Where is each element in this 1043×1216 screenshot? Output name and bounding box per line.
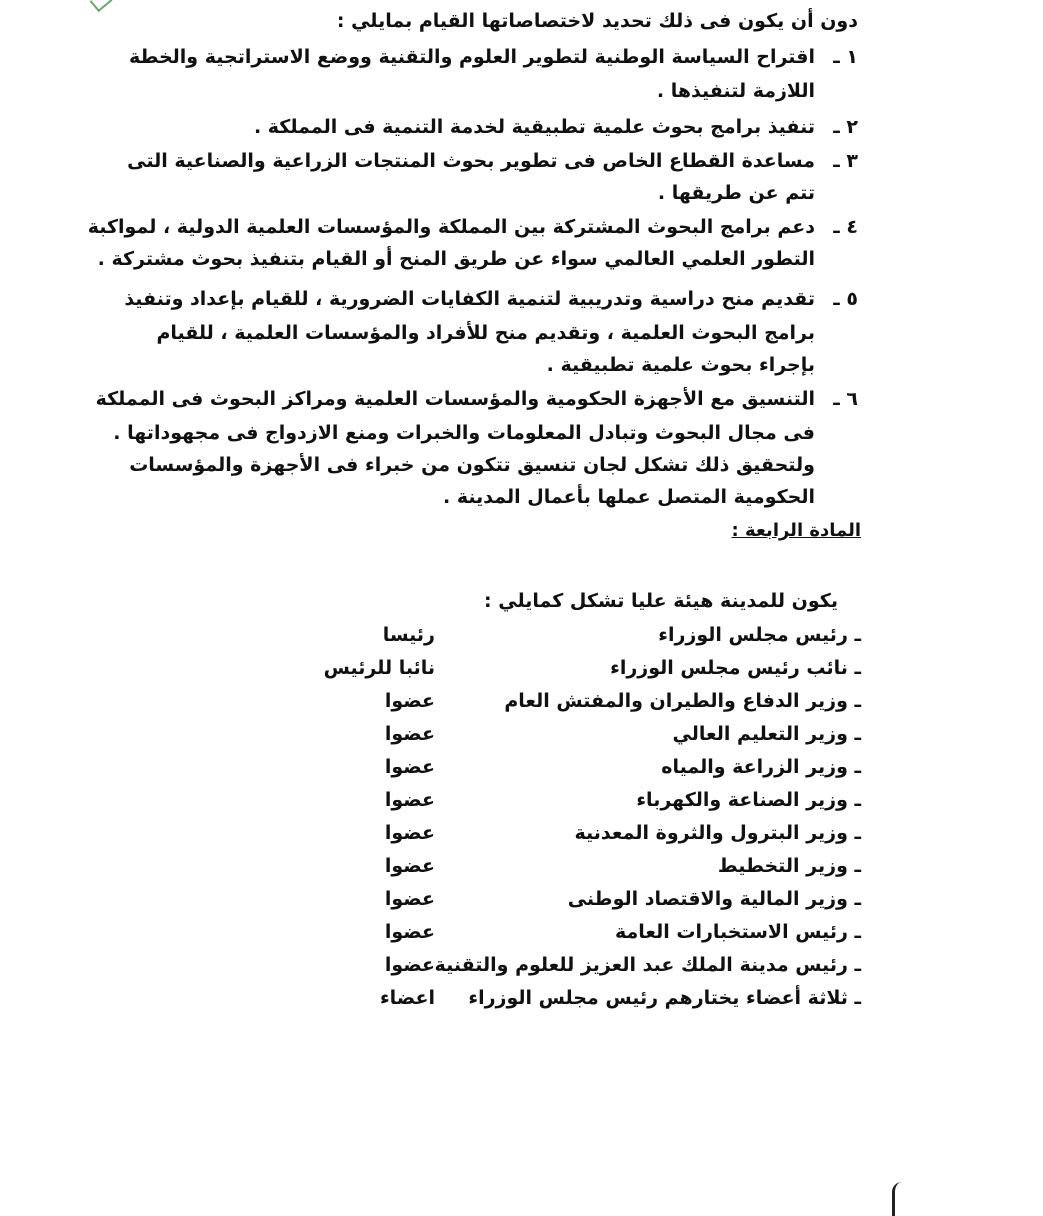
item-line: برامج البحوث العلمية ، وتقديم منح للأفراد والمؤسسات العلمية ، للقيام xyxy=(156,322,815,344)
board-member: ـ وزير المالية والاقتصاد الوطنى xyxy=(567,888,861,910)
board-member: ـ وزير التخطيط xyxy=(717,855,861,877)
item-line: تقديم منح دراسية وتدريبية لتنمية الكفايات الضرورية ، للقيام بإعداد وتنفيذ xyxy=(124,288,815,310)
item-line: اللازمة لتنفيذها . xyxy=(656,80,815,102)
board-member: ـ وزير البترول والثروة المعدنية xyxy=(574,822,861,844)
board-role: اعضاء xyxy=(379,987,435,1009)
board-role: رئيسا xyxy=(382,624,435,646)
board-role: عضوا xyxy=(384,756,435,778)
board-member: ـ وزير الدفاع والطيران والمفتش العام xyxy=(504,690,861,712)
item-line: ولتحقيق ذلك تشكل لجان تنسيق تتكون من خبراء فى الأجهزة والمؤسسات xyxy=(129,454,815,476)
item-line: بإجراء بحوث علمية تطبيقية . xyxy=(546,354,815,376)
item-line: التنسيق مع الأجهزة الحكومية والمؤسسات العلمية ومراكز البحوث فى المملكة xyxy=(95,388,815,410)
board-role: عضوا xyxy=(384,723,435,745)
item-line: مساعدة القطاع الخاص فى تطوير بحوث المنتجات الزراعية والصناعية التى xyxy=(127,150,815,172)
board-member: ـ رئيس مجلس الوزراء xyxy=(658,624,861,646)
board-intro: يكون للمدينة هيئة عليا تشكل كمايلي : xyxy=(484,590,838,612)
board-role: نائبا للرئيس xyxy=(323,657,435,679)
board-role: عضوا xyxy=(384,888,435,910)
board-member: ـ رئيس مدينة الملك عبد العزيز للعلوم والتقنية xyxy=(434,954,861,976)
item-number: ٥ ـ xyxy=(833,288,858,310)
item-number: ٤ ـ xyxy=(833,216,858,238)
item-number: ٣ ـ xyxy=(833,150,858,172)
item-line: الحكومية المتصل عملها بأعمال المدينة . xyxy=(443,486,815,508)
item-number: ٦ ـ xyxy=(833,388,858,410)
board-role: عضوا xyxy=(384,789,435,811)
item-line: دعم برامج البحوث المشتركة بين المملكة والمؤسسات العلمية الدولية ، لمواكبة xyxy=(87,216,815,238)
item-line: تتم عن طريقها . xyxy=(657,182,815,204)
board-member: ـ وزير الصناعة والكهرباء xyxy=(636,789,861,811)
item-line: اقتراح السياسة الوطنية لتطوير العلوم والتقنية ووضع الاستراتجية والخطة xyxy=(128,46,815,68)
corner-tick-mark xyxy=(90,0,113,12)
board-role: عضوا xyxy=(384,921,435,943)
board-role: عضوا xyxy=(384,954,435,976)
item-line: تنفيذ برامج بحوث علمية تطبيقية لخدمة التنمية فى المملكة . xyxy=(253,116,815,138)
article-heading: المادة الرابعة : xyxy=(731,520,861,541)
board-member: ـ ثلاثة أعضاء يختارهم رئيس مجلس الوزراء xyxy=(468,987,861,1009)
board-role: عضوا xyxy=(384,822,435,844)
board-role: عضوا xyxy=(384,690,435,712)
board-role: عضوا xyxy=(384,855,435,877)
page-edge-mark xyxy=(892,1182,905,1216)
board-member: ـ وزير الزراعة والمياه xyxy=(661,756,861,778)
board-member: ـ رئيس الاستخبارات العامة xyxy=(614,921,861,943)
item-number: ٢ ـ xyxy=(833,116,858,138)
intro-text: دون أن يكون فى ذلك تحديد لاختصاصاتها القيام بمايلي : xyxy=(336,10,858,32)
board-member: ـ وزير التعليم العالي xyxy=(672,723,861,745)
board-member: ـ نائب رئيس مجلس الوزراء xyxy=(610,657,861,679)
item-number: ١ ـ xyxy=(833,46,858,68)
item-line: التطور العلمي العالمي سواء عن طريق المنح أو القيام بتنفيذ بحوث مشتركة . xyxy=(97,248,815,270)
item-line: فى مجال البحوث وتبادل المعلومات والخبرات ومنع الازدواج فى مجهوداتها . xyxy=(113,422,815,444)
